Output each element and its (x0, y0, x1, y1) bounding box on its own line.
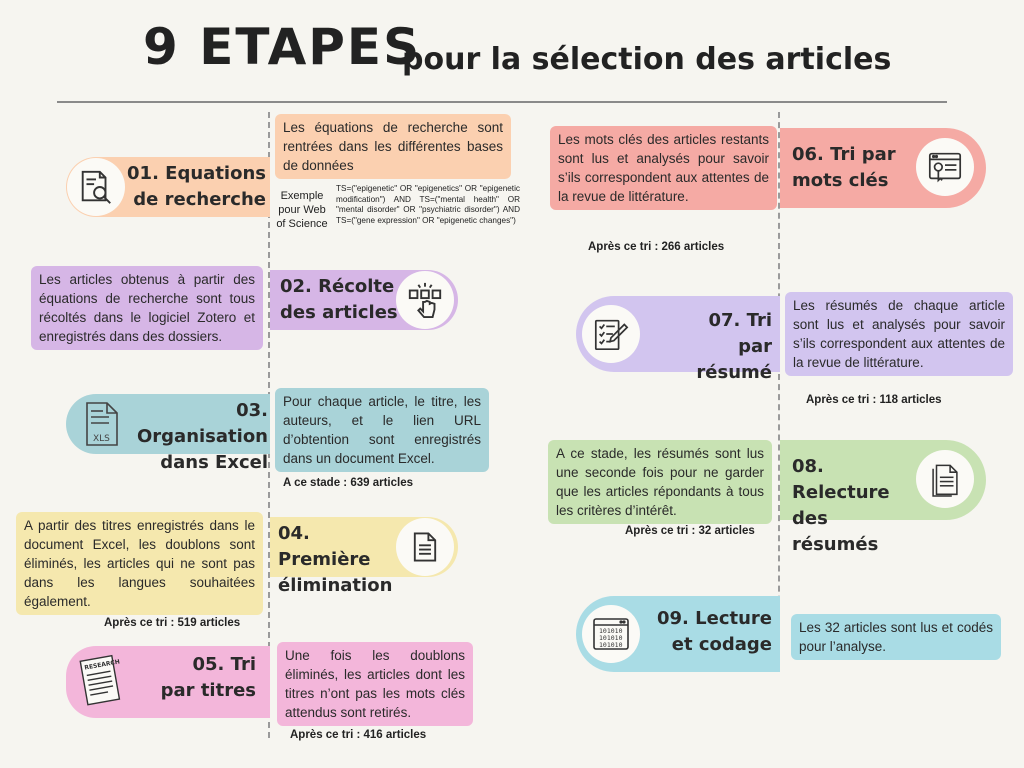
binary-code-icon (582, 605, 640, 663)
svg-text:XLS: XLS (93, 434, 110, 444)
step-05-description: Une fois les doublons éliminés, les articles dont les titres n’ont pas les mots clés attendus sont retirés. (277, 642, 473, 726)
step-04-description: A partir des titres enregistrés dans le document Excel, les doublons sont éliminés, les articles qui ne sont pas dans les langues souhaitées également. (16, 512, 263, 615)
step-09 (576, 596, 780, 656)
step-04-label: 04. Première élimination (278, 523, 393, 596)
step-06-count: Après ce tri : 266 articles (588, 241, 725, 253)
step-03 (66, 394, 270, 473)
step-09-label: 09. Lecture et codage (656, 608, 772, 655)
checklist-pen-icon (582, 305, 640, 363)
step-07-label: 07. Tri par résumé (696, 310, 772, 383)
step-05 (66, 646, 270, 706)
page-subtitle: pour la sélection des articles (402, 42, 892, 77)
page-title: 9 ETAPES (143, 18, 422, 76)
step-07 (576, 296, 780, 383)
step-05-label: 05. Tri par titres (160, 654, 256, 701)
step-09-description: Les 32 articles sont lus et codés pour l’analyse. (791, 614, 1001, 660)
step-08 (780, 440, 986, 555)
document-search-icon (67, 158, 125, 216)
svg-text:101010: 101010 (599, 634, 623, 642)
step-01 (66, 157, 270, 217)
step-06-label: 06. Tri par mots clés (792, 144, 896, 191)
step-08-count: Après ce tri : 32 articles (625, 525, 755, 537)
step-07-description: Les résumés de chaque article sont lus et analysés pour savoir s’ils correspondent aux attentes de la revue de littérature. (785, 292, 1013, 376)
step-02-description: Les articles obtenus à partir des équations de recherche sont tous récoltés dans le logiciel Zotero et enregistrés dans des dossiers. (31, 266, 263, 350)
step-01-description: Les équations de recherche sont rentrées dans les différentes bases de données (275, 114, 511, 179)
document-icon (396, 518, 454, 576)
web-key-icon (916, 138, 974, 196)
step-02 (270, 270, 458, 330)
step-02-label: 02. Récolte des articles (280, 276, 398, 323)
svg-text:101010: 101010 (599, 641, 623, 649)
example-query: TS=("epigenetic" OR "epigenetics" OR "epigenetic modification") AND TS=("mental health" OR "mental disorder" OR "psychiatric disorder") AND TS=("gene expression" OR "epigenetic changes") (336, 184, 520, 225)
research-paper-icon (72, 652, 130, 710)
step-03-count: A ce stade : 639 articles (283, 477, 413, 489)
step-08-label: 08. Relecture des résumés (792, 456, 890, 555)
step-05-count: Après ce tri : 416 articles (290, 729, 427, 741)
step-06-description: Les mots clés des articles restants sont lus et analysés pour savoir s’ils correspondent aux attentes de la revue de littérature. (550, 126, 777, 210)
svg-text:101010: 101010 (599, 627, 623, 635)
hand-click-icon (396, 271, 454, 329)
step-06 (780, 128, 986, 191)
example-label: Exemple pour Web of Science (276, 190, 328, 230)
step-01-label: 01. Equations de recherche (127, 163, 266, 210)
document-lines-icon (916, 450, 974, 508)
header-rule (57, 101, 947, 103)
svg-text:RESEARCH: RESEARCH (83, 658, 121, 672)
step-08-description: A ce stade, les résumés sont lus une seconde fois pour ne garder que les articles répondants à tous les critères d’intérêt. (548, 440, 772, 524)
step-03-label: 03. Organisation dans Excel (136, 400, 268, 473)
step-04-count: Après ce tri : 519 articles (104, 617, 241, 629)
step-03-description: Pour chaque article, le titre, les auteurs, et le lien URL d’obtention sont enregistrés dans un document Excel. (275, 388, 489, 472)
step-04 (270, 517, 458, 596)
step-07-count: Après ce tri : 118 articles (806, 394, 942, 406)
